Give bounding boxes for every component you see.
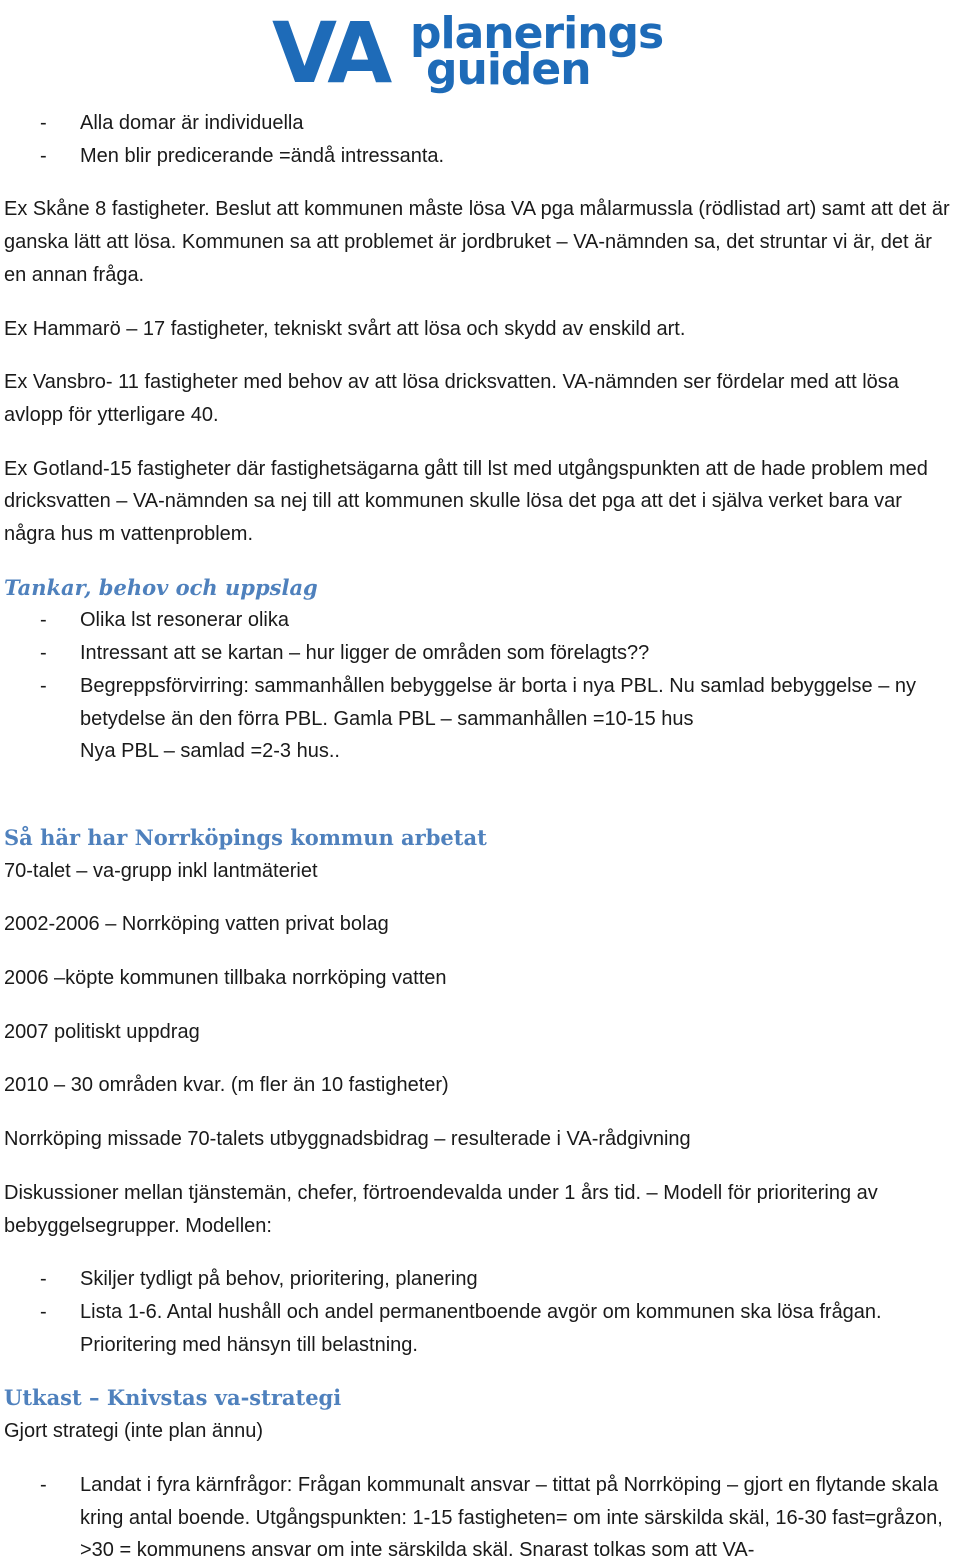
list-item: - Landat i fyra kärnfrågor: Frågan kommunalt ansvar – tittat på Norrköping – gjort en flytande skala kring antal boende. Utgångspunkten: 1-15 fastigheten= om inte särskilda skäl, 16-30 fast=gråzon, >30 = kommunens ansvar om inte särskilda skäl. Snarast tolkas som att VA- [40,1473,943,1562]
norrkoping-line: 2010 – 30 områden kvar. (m fler än 10 fastigheter) [4,1074,449,1097]
va-planeringsguiden-logo [272,4,692,96]
norrkoping-line: 2007 politiskt uppdrag [4,1020,200,1043]
norrkoping-line: 2002-2006 – Norrköping vatten privat bolag [4,913,389,936]
logo-va-text: VA [272,4,389,96]
norrkoping-line: 2006 –köpte kommunen tillbaka norrköping vatten [4,967,447,990]
list-item: - Olika lst resonerar olika [40,609,289,632]
logo-guiden-text: guiden [426,44,591,95]
bullet-list-modellen [4,1263,956,1361]
list-item: - Skiljer tydligt på behov, prioritering, planering [40,1268,478,1291]
list-item: - Lista 1-6. Antal hushåll och andel permanentboende avgör om kommunen ska lösa frågan. Prioritering med hänsyn till belastning. [40,1300,882,1356]
heading-knivsta: Utkast – Knivstas va-strategi [4,1385,342,1411]
norrkoping-line: Diskussioner mellan tjänstemän, chefer, förtroendevalda under 1 års tid. – Modell för prioritering av bebyggelsegrupper. Modellen: [4,1181,878,1237]
bullet-list-domar [4,107,956,172]
norrkoping-line: Norrköping missade 70-talets utbyggnadsbidrag – resulterade i VA-rådgivning [4,1128,691,1151]
norrkoping-line: 70-talet – va-grupp inkl lantmäteriet [4,859,318,882]
list-item-continuation: Nya PBL – samlad =2-3 hus.. [80,740,340,763]
list-item: - Alla domar är individuella [40,112,304,134]
list-item: - Begreppsförvirring: sammanhållen bebyggelse är borta i nya PBL. Nu samlad bebyggelse – ny betydelse än den förra PBL. Gamla PBL – sammanhållen =10-15 hus [40,674,917,730]
list-item: - Intressant att se kartan – hur ligger de områden som förelagts?? [40,642,650,665]
bullet-list-tankar [4,604,956,768]
document-body [4,107,956,1567]
paragraph-gotland: Ex Gotland-15 fastigheter där fastighetsägarna gått till lst med utgångspunkten att de hade problem med dricksvatten – VA-nämnden sa nej till att kommunen skulle lösa det pga att det i själva verket bara var några hus m vattenproblem. [4,457,928,546]
spacer [4,768,956,822]
paragraph-skane: Ex Skåne 8 fastigheter. Beslut att kommunen måste lösa VA pga målarmussla (rödlistad art) samt att det är ganska lätt att lösa. Kommunen sa att problemet är jordbruket – VA-nämnden sa, det struntar vi är, det är en annan fråga. [4,198,950,286]
list-item: - Men blir predicerande =ändå intressanta. [40,144,445,167]
knivsta-intro: Gjort strategi (inte plan ännu) [4,1420,264,1443]
logo-planerings-text: planerings [410,8,664,59]
heading-tankar: Tankar, behov och uppslag [4,574,318,600]
paragraph-vansbro: Ex Vansbro- 11 fastigheter med behov av att lösa dricksvatten. VA-nämnden ser fördelar med att lösa avlopp för ytterligare 40. [4,371,899,426]
paragraph-hammaro: Ex Hammarö – 17 fastigheter, tekniskt svårt att lösa och skydd av enskild art. [4,317,686,340]
bullet-list-knivsta [4,1469,956,1567]
heading-norrkoping: Så här har Norrköpings kommun arbetat [4,824,487,850]
